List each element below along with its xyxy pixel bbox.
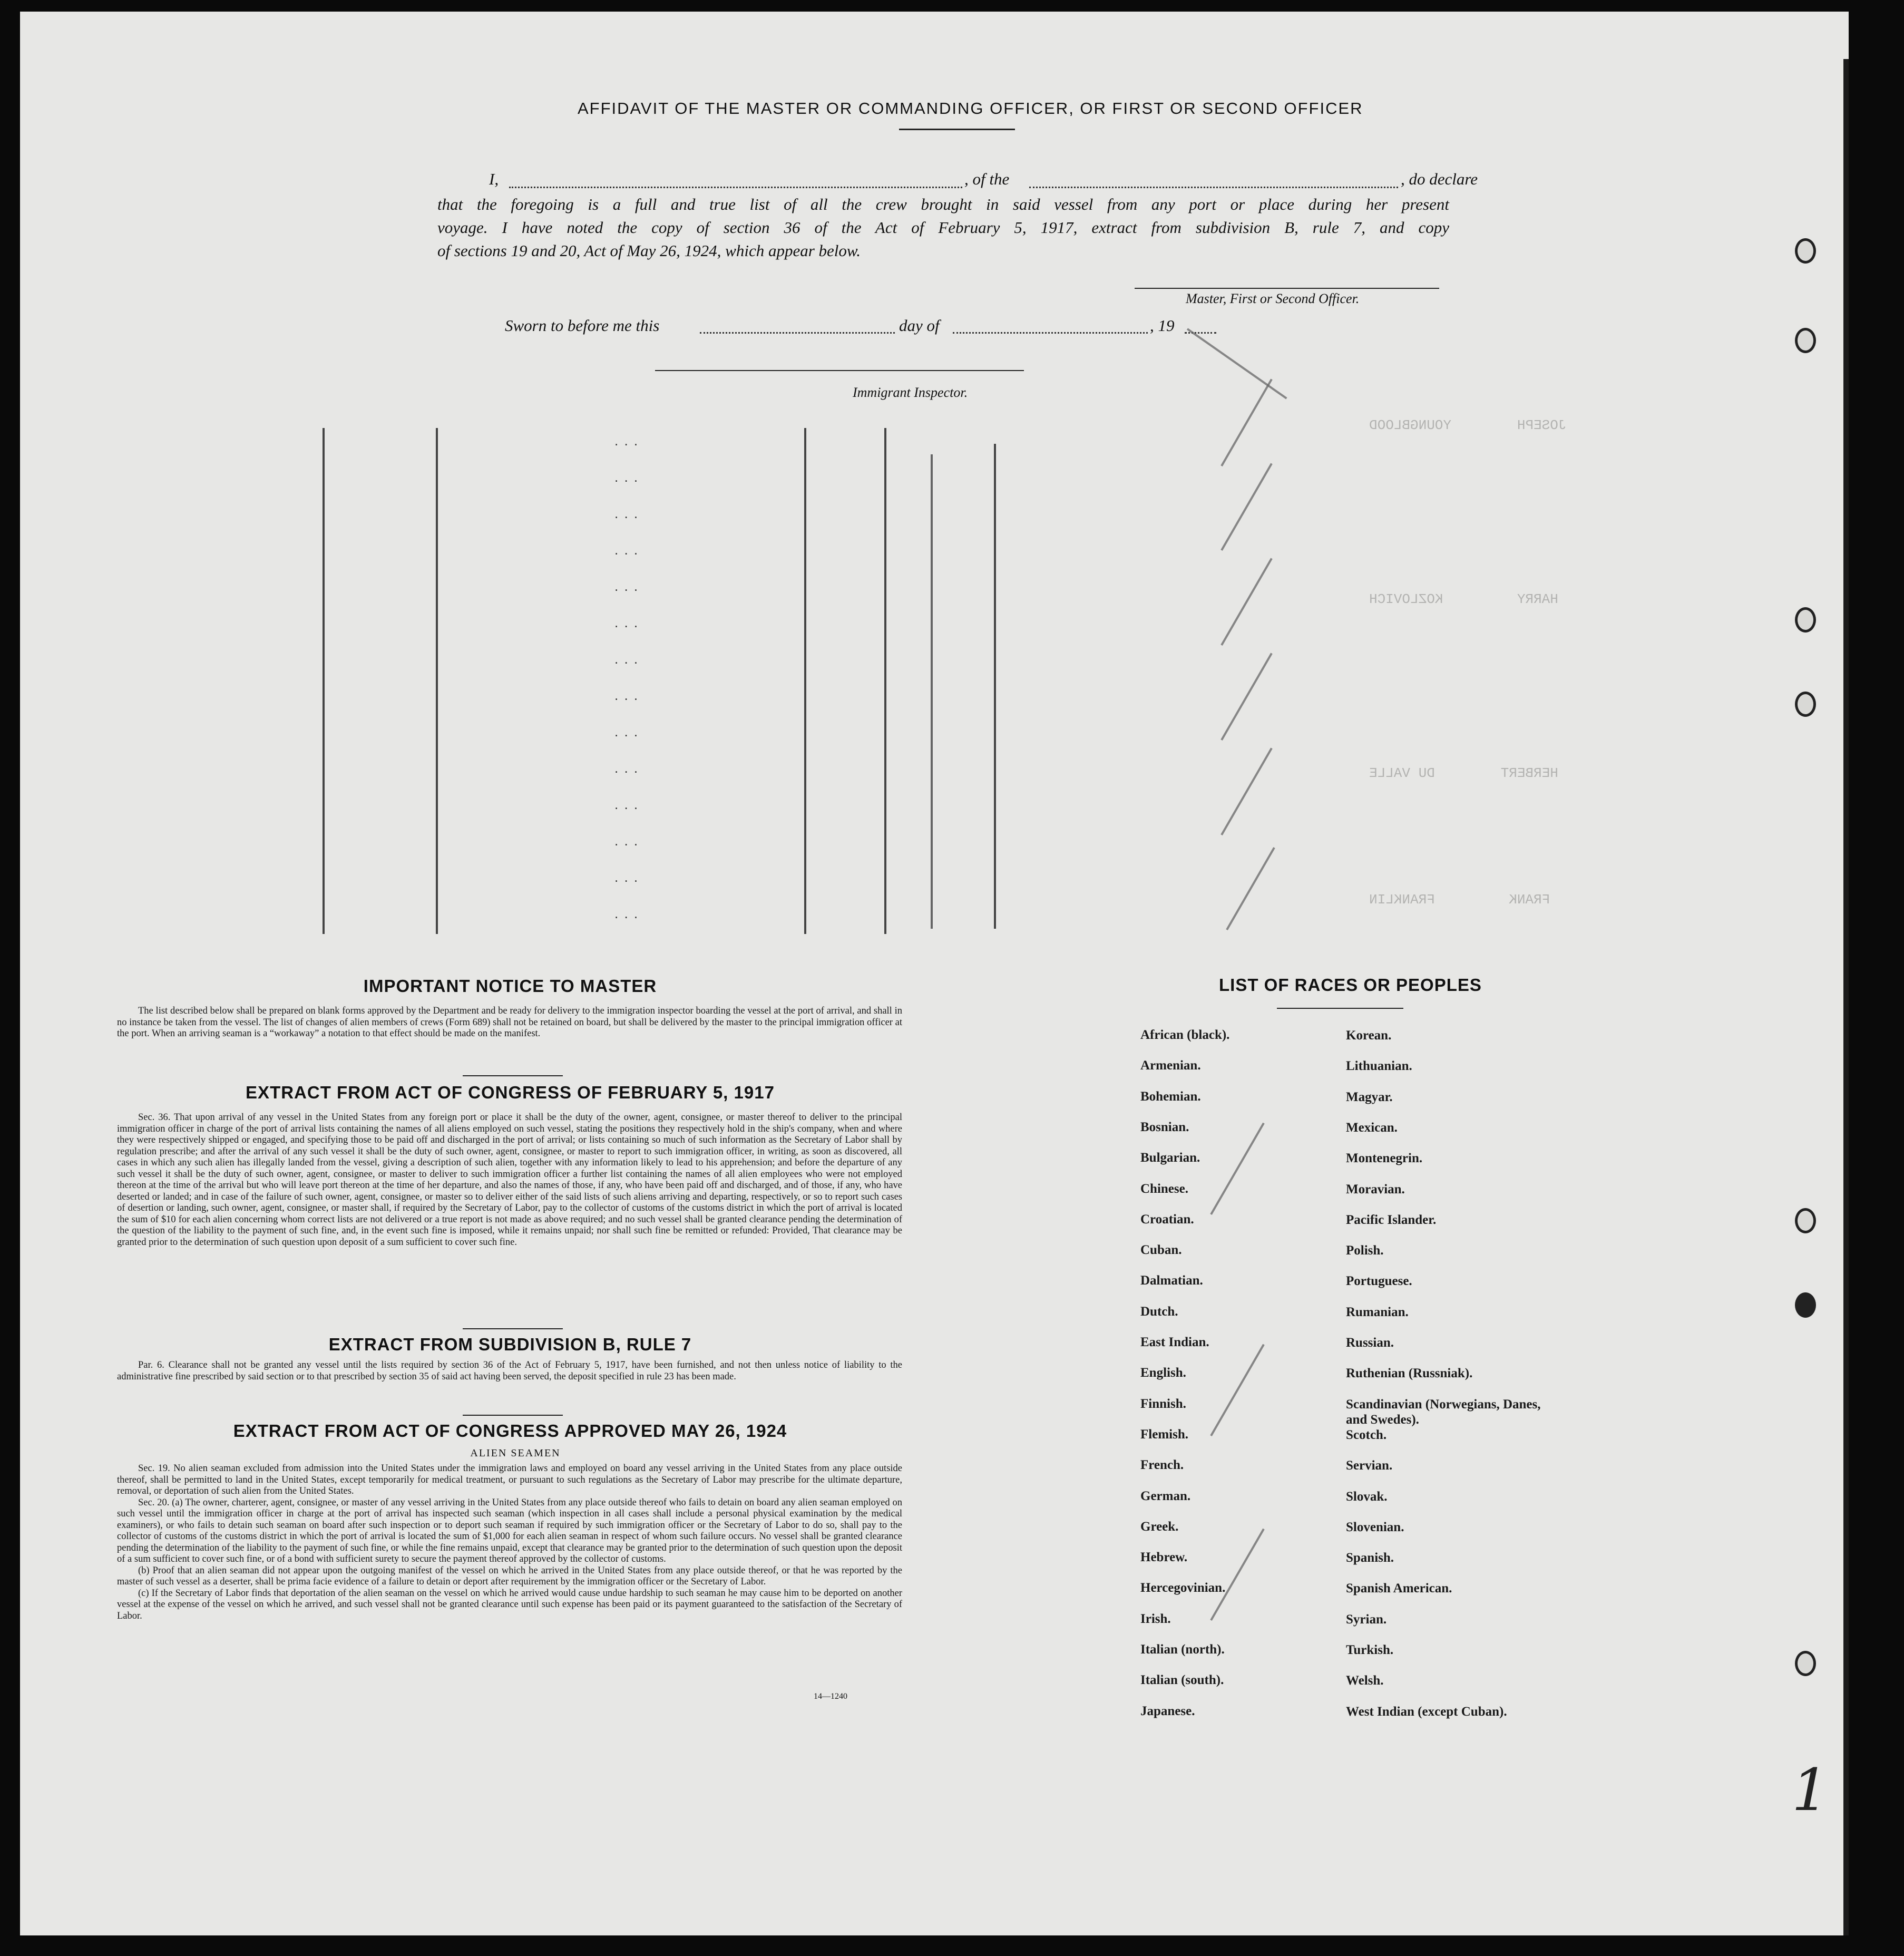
- bleed-through-text: JOSEPH YOUNGBLOOD: [1369, 417, 1567, 433]
- race-item: Slovenian.: [1346, 1520, 1404, 1534]
- affidavit-line-2: that the foregoing is a full and true list of all the crew brought in said vessel from any port or place during her present: [437, 195, 1449, 213]
- handwritten-page-mark: 1: [1792, 1756, 1829, 1824]
- column-ditto-line: [994, 444, 996, 929]
- race-item: Bosnian.: [1140, 1120, 1189, 1134]
- race-item: Portuguese.: [1346, 1274, 1412, 1289]
- punch-hole: [1795, 1292, 1816, 1318]
- race-item: Scotch.: [1346, 1427, 1387, 1442]
- race-item: Armenian.: [1140, 1058, 1201, 1073]
- punch-hole: [1795, 692, 1816, 717]
- race-item: West Indian (except Cuban).: [1346, 1704, 1507, 1719]
- race-item: Hebrew.: [1140, 1550, 1188, 1565]
- race-item: Korean.: [1346, 1028, 1392, 1043]
- title-underline: [899, 129, 1015, 130]
- sec-20-b: (b) Proof that an alien seaman did not appear upon the outgoing manifest of the vessel on which he arrived in the United States from any place outside thereof, or that he was reported by the master of such vessel as a deserter, shall be prima facie evidence of a failure to detain or deport after requirement by the immigration officer or the Secretary of Labor.: [117, 1565, 902, 1587]
- race-item: Scandinavian (Norwegians, Danes, and Swedes).: [1346, 1397, 1541, 1427]
- form-number: 14—1240: [814, 1692, 847, 1701]
- race-item: Lithuanian.: [1346, 1059, 1412, 1074]
- bleed-through-text: HARRY KOZLOVICH: [1369, 591, 1558, 607]
- race-item: Bohemian.: [1140, 1089, 1201, 1104]
- race-item: Japanese.: [1140, 1704, 1195, 1718]
- sec-20-a: Sec. 20. (a) The owner, charterer, agent, consignee, or master of any vessel arriving in the United States from any place outside thereof who fails to detain on board any alien seaman employed on such vessel until the immigration officer in charge at the port of arrival has inspected such seaman (which inspection in all cases shall include a personal physical examination by the medical examiners), or who fails to detain such seaman on board after such inspection or to deport such seaman if required by such immigration officer or the Secretary of Labor to do so, shall pay to the collector of customs of the customs district in which the port of arrival is located the sum of $1,000 for each alien seaman in respect of whom such failure occurs. No vessel shall be granted clearance pending the determination of the liability to the payment of such fine, or while the fine remains unpaid, except that clearance may be granted prior to the determination of such question upon the deposit of a sum sufficient to cover such fine, or of a bond with sufficient surety to secure the payment thereof approved by the collector of customs.: [117, 1497, 902, 1564]
- pencil-strike: [1187, 328, 1287, 399]
- race-item: Cuban.: [1140, 1243, 1182, 1258]
- extract-1924-title: EXTRACT FROM ACT OF CONGRESS APPROVED MAY 26, 1924: [233, 1421, 787, 1441]
- race-item: Italian (south).: [1140, 1673, 1224, 1688]
- sworn-day-blank[interactable]: [700, 332, 895, 334]
- race-item: Dutch.: [1140, 1304, 1178, 1319]
- section-divider: [463, 1075, 563, 1076]
- rule-7-body: Par. 6. Clearance shall not be granted any vessel until the lists required by section 36 of the Act of February 5, 1917, have been furnished, and not then unless notice of liability to the administrative fine prescribed by said section or to that prescribed by section 35 of said act having been served, the deposit specified in rule 23 has been made.: [117, 1360, 902, 1382]
- race-item: Bulgarian.: [1140, 1151, 1200, 1165]
- race-item: Magyar.: [1346, 1089, 1393, 1104]
- race-item: Montenegrin.: [1346, 1151, 1423, 1166]
- race-item: Slovak.: [1346, 1489, 1388, 1504]
- sworn-year-blank[interactable]: [1185, 332, 1216, 334]
- race-item: Turkish.: [1346, 1643, 1394, 1657]
- race-item: Italian (north).: [1140, 1642, 1225, 1657]
- race-item: Chinese.: [1140, 1181, 1188, 1196]
- race-item: Greek.: [1140, 1519, 1179, 1534]
- sworn-label: Sworn to before me this: [505, 316, 660, 335]
- extract-1924-body: [117, 1463, 902, 1622]
- race-item: Moravian.: [1346, 1182, 1405, 1196]
- pencil-strike: [1210, 1123, 1264, 1215]
- notice-body: The list described below shall be prepared on blank forms approved by the Department and be ready for delivery to the immigration inspector boarding the vessel at the port of arrival, and shall in no instance be taken from the vessel. The list of changes of alien members of crews (Form 689) shall not be retained on board, but shall be delivered by the master to the principal immigration officer at the port. When an arriving seaman is a “workaway” a notation to that effect should be made on the manifest.: [117, 1006, 902, 1039]
- race-item: Croatian.: [1140, 1212, 1194, 1227]
- pencil-strike: [1210, 1344, 1264, 1436]
- race-item: Ruthenian (Russniak).: [1346, 1366, 1473, 1381]
- punch-hole: [1795, 328, 1816, 353]
- punch-hole: [1795, 607, 1816, 632]
- pencil-strike: [1226, 847, 1275, 930]
- race-item: Servian.: [1346, 1458, 1393, 1473]
- sworn-month-blank[interactable]: [953, 332, 1148, 334]
- race-item: Mexican.: [1346, 1120, 1398, 1135]
- race-item: Welsh.: [1346, 1673, 1384, 1688]
- races-underline: [1277, 1008, 1403, 1009]
- pencil-strike: [1220, 653, 1272, 741]
- race-item: Flemish.: [1140, 1427, 1188, 1442]
- punch-hole: [1795, 238, 1816, 264]
- affidavit-title: AFFIDAVIT OF THE MASTER OR COMMANDING OFFICER, OR FIRST OR SECOND OFFICER: [578, 99, 1363, 118]
- race-item: French.: [1140, 1458, 1184, 1473]
- pencil-strike: [1220, 463, 1272, 551]
- column-ditto-line: [931, 454, 933, 929]
- races-title: LIST OF RACES OR PEOPLES: [1219, 975, 1482, 995]
- race-item: Spanish.: [1346, 1551, 1394, 1565]
- column-ditto-line: [436, 428, 438, 934]
- punch-hole: [1795, 1651, 1816, 1676]
- affidavit-of-the: , of the: [964, 170, 1010, 188]
- pencil-strike: [1210, 1529, 1264, 1621]
- section-divider: [463, 1415, 563, 1416]
- bleed-through-text: HERBERT DU VALLE: [1369, 765, 1558, 781]
- column-ditto-line: [884, 428, 886, 934]
- race-item: East Indian.: [1140, 1335, 1209, 1349]
- page-edge: [1843, 59, 1849, 1935]
- section-divider: [463, 1328, 563, 1329]
- column-ditto-line: [323, 428, 325, 934]
- pencil-strike: [1220, 747, 1272, 835]
- race-item: Polish.: [1346, 1243, 1384, 1258]
- vessel-blank[interactable]: [1029, 187, 1398, 188]
- column-ditto-line: [804, 428, 806, 934]
- name-blank[interactable]: [509, 187, 962, 188]
- race-item: Irish.: [1140, 1611, 1171, 1626]
- master-signature-label: Master, First or Second Officer.: [1186, 291, 1360, 306]
- affidavit-line-4: of sections 19 and 20, Act of May 26, 1924, which appear below.: [437, 241, 861, 260]
- race-item: African (black).: [1140, 1028, 1230, 1042]
- pencil-strike: [1220, 558, 1272, 646]
- race-item: Pacific Islander.: [1346, 1212, 1437, 1227]
- race-item: English.: [1140, 1366, 1186, 1380]
- race-item: Finnish.: [1140, 1396, 1186, 1411]
- extract-1924-subtitle: ALIEN SEAMEN: [470, 1447, 561, 1459]
- race-item: Rumanian.: [1346, 1305, 1409, 1319]
- affidavit-declare: , do declare: [1401, 170, 1478, 188]
- race-item: Spanish American.: [1346, 1581, 1452, 1596]
- bleed-through-text: FRANK FRANKLIN: [1369, 892, 1550, 908]
- affidavit-line-3: voyage. I have noted the copy of section 36 of the Act of February 5, 1917, extract from subdivision B, rule 7, and copy: [437, 218, 1449, 237]
- sec-19: Sec. 19. No alien seaman excluded from admission into the United States under the immigration laws and employed on board any vessel arriving in the United States from any place outside thereof, shall be permitted to land in the United States, except temporarily for medical treatment, or pursuant to such regulations as the Secretary of Labor may prescribe for the ultimate departure, removal, or deportation of such alien from the United States.: [117, 1463, 902, 1496]
- inspector-signature-line[interactable]: [655, 370, 1024, 371]
- extract-1917-body: Sec. 36. That upon arrival of any vessel in the United States from any foreign port or place it shall be the duty of the owner, agent, consignee, or master thereof to deliver to the principal immigration officer in charge of the port of arrival lists containing the names of all aliens employed on such vessel, stating the positions they respectively hold in the ship's company, when and where they were respectively shipped or engaged, and specifying those to be paid off and discharged in the port of arrival; or lists containing so much of such information as the Secretary of Labor shall by regulation prescribe; and after the arrival of any such vessel it shall be the duty of such owner, agent, consignee, or master to report to such immigration officer, in writing, as soon as discovered, all cases in which any such alien has illegally landed from the vessel, giving a description of such alien, together with any information likely to lead to his apprehension; and before the departure of any such vessel it shall be the duty of such owner, agent, consignee, or master to deliver to such immigration officer a further list containing the names of all alien employees who were not employed thereon at the time of the arrival but who will leave port thereon at the time of her departure, and also the names of those, if any, who have been paid off and discharged, and of those, if any, who have deserted or landed; and in case of the failure of such owner, agent, consignee, or master so to deliver either of the said lists of such aliens arriving and departing, respectively, or so to report such cases of desertion or landing, such owner, agent, consignee, or master shall, if required by the Secretary of Labor, pay to the collector of customs of the customs district in which the port of arrival is located the sum of $10 for each alien concerning whom correct lists are not delivered or a true report is not made as above required; and no such vessel shall be granted clearance pending the determination of the question of the liability to the payment of such fine, and, in the event such fine is imposed, while it remains unpaid; nor shall such fine be remitted or refunded: Provided, That clearance may be granted prior to the determination of such question upon deposit of a sum sufficient to cover such fine.: [117, 1112, 902, 1248]
- race-item: Syrian.: [1346, 1612, 1387, 1627]
- pencil-strike: [1220, 378, 1272, 466]
- sec-20-c: (c) If the Secretary of Labor finds that deportation of the alien seaman on the vessel on which he arrived would cause undue hardship to such seaman he may cause him to be deported on another vessel at the expense of the vessel on which he arrived, and such vessel shall not be granted clearance until such expense has been paid or its payment guaranteed to the satisfaction of the Secretary of Labor.: [117, 1588, 902, 1621]
- affidavit-i: I,: [489, 170, 499, 188]
- rule-7-title: EXTRACT FROM SUBDIVISION B, RULE 7: [328, 1335, 692, 1354]
- race-item: German.: [1140, 1488, 1191, 1503]
- notice-title: IMPORTANT NOTICE TO MASTER: [363, 976, 657, 996]
- inspector-label: Immigrant Inspector.: [853, 385, 968, 400]
- master-signature-line[interactable]: [1135, 288, 1439, 289]
- manifest-page: [20, 12, 1849, 1935]
- ditto-dots-column: . . . . . . . . . . . . . . . . . . . . . . . . . . . . . . . . . . . . . . . . . .: [614, 433, 639, 921]
- race-item: Russian.: [1346, 1336, 1394, 1350]
- punch-hole: [1795, 1208, 1816, 1233]
- year-label: , 19: [1150, 316, 1175, 335]
- day-of-label: day of: [899, 316, 940, 335]
- race-item: Hercegovinian.: [1140, 1581, 1226, 1595]
- race-item: Dalmatian.: [1140, 1273, 1203, 1288]
- extract-1917-title: EXTRACT FROM ACT OF CONGRESS OF FEBRUARY 5, 1917: [246, 1083, 775, 1102]
